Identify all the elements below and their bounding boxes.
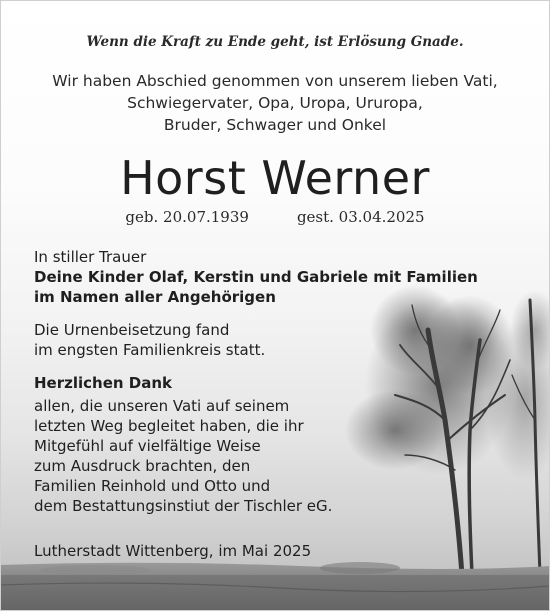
thanks-heading: Herzlichen Dank [34, 374, 173, 392]
burial-block [34, 320, 265, 360]
mourners-line: im Namen aller Angehörigen [34, 288, 276, 306]
life-dates [0, 208, 550, 226]
place-date: Lutherstadt Wittenberg, im Mai 2025 [34, 542, 312, 560]
intro-line: Bruder, Schwager und Onkel [163, 116, 387, 134]
intro-line: Schwiegervater, Opa, Uropa, Ururopa, [127, 94, 423, 112]
intro-line: Wir haben Abschied genommen von unserem lieben Vati, [52, 72, 498, 90]
motto: Wenn die Kraft zu Ende geht, ist Erlösung Gnade. [86, 34, 464, 50]
thanks-line: dem Bestattungsinstiut der Tischler eG. [34, 497, 333, 515]
burial-line: im engsten Familienkreis statt. [34, 341, 266, 359]
death-date: gest. 03.04.2025 [296, 208, 425, 226]
mourners-line: Deine Kinder Olaf, Kerstin und Gabriele mit Familien [34, 268, 478, 286]
deceased-name: Horst Werner [120, 151, 430, 205]
mourning-heading: In stiller Trauer [34, 248, 147, 266]
thanks-line: letzten Weg begleitet haben, die ihr [34, 417, 304, 435]
mourners-block [34, 247, 478, 307]
birth-date: geb. 20.07.1939 [125, 208, 249, 226]
intro-text [0, 70, 550, 136]
thanks-line: Familien Reinhold und Otto und [34, 477, 271, 495]
thanks-block [34, 373, 332, 516]
thanks-line: zum Ausdruck brachten, den [34, 457, 251, 475]
thanks-line: allen, die unseren Vati auf seinem [34, 397, 290, 415]
thanks-line: Mitgefühl auf vielfältige Weise [34, 437, 261, 455]
burial-line: Die Urnenbeisetzung fand [34, 321, 230, 339]
